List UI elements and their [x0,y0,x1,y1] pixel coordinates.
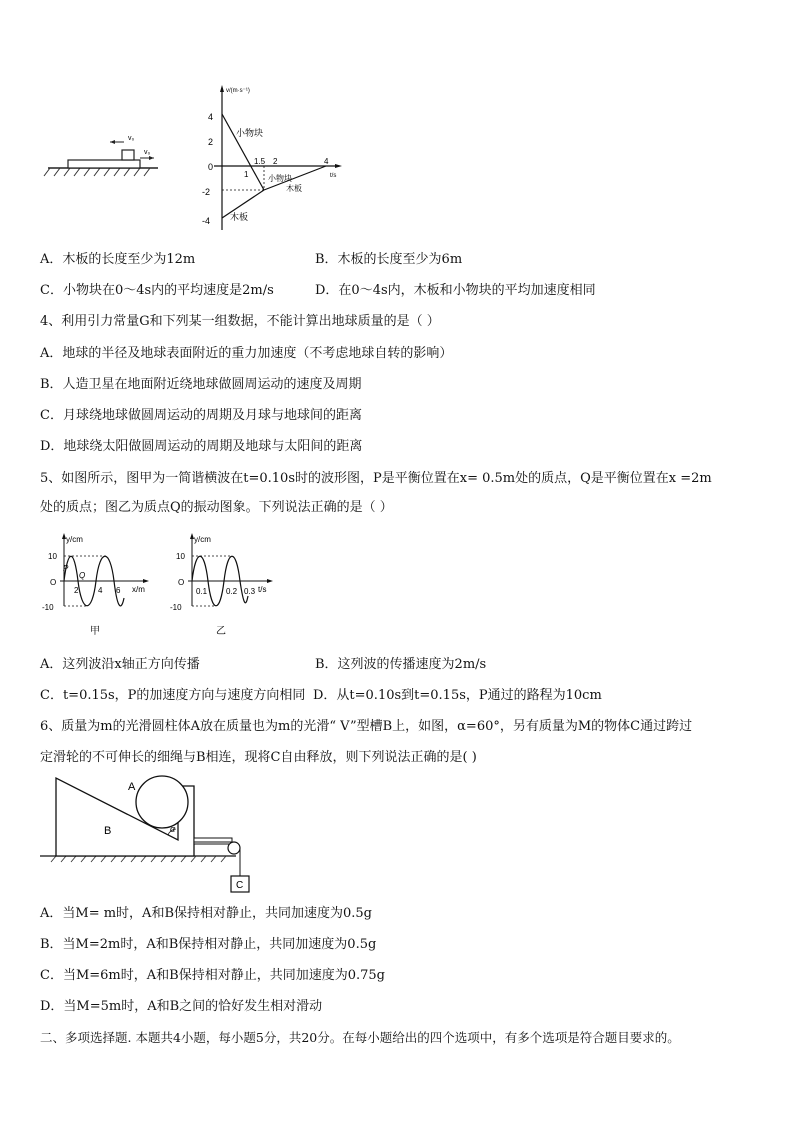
yi-y-label: y/cm [194,535,211,544]
q3-option-c: C．小物块在0～4s内的平均速度是2m/s [40,283,274,298]
q4-option-b: B．人造卫星在地面附近绕地球做圆周运动的速度及周期 [40,377,362,392]
q3-option-b: B．木板的长度至少为6m [315,252,463,267]
q5-option-d: D．从t=0.10s到t=0.15s，P通过的路程为10cm [313,688,602,703]
yi-caption: 乙 [216,626,226,637]
label-b: B [104,825,112,837]
q6-stem-line2: 定滑轮的不可伸长的细绳与B相连，现将C自由释放，则下列说法正确的是( ) [40,750,477,765]
jia-caption: 甲 [90,626,100,637]
cylinder-a [136,776,188,828]
q3-option-a: A．木板的长度至少为12m [40,252,196,267]
jia-x-tick: 2 [74,586,79,595]
jia-y-label: y/cm [66,535,83,544]
block [122,150,134,160]
board [68,160,140,168]
q3-option-d: D．在0～4s内，木板和小物块的平均加速度相同 [315,283,596,298]
q6-option-c: C．当M=6m时，A和B保持相对静止，共同加速度为0.75g [40,968,385,983]
block-line [222,114,264,190]
jia-x-tick: 6 [116,586,121,595]
jia-point-q: Q [79,571,86,580]
v0-right-label: v₀ [144,149,151,156]
vt-x-axis-label: t/s [330,173,337,179]
wave-figure-jia [36,528,156,643]
vt-line-label: 木板 [230,212,249,222]
label-c: C [236,880,244,891]
q4-stem: 4、利用引力常量G和下列某一组数据，不能计算出地球质量的是（ ） [40,314,440,329]
jia-y-tick: 10 [48,552,57,561]
vt-y-tick: 2 [208,137,214,147]
jia-x-tick: 4 [98,586,103,595]
q6-option-b: B．当M=2m时，A和B保持相对静止，共同加速度为0.5g [40,937,377,952]
q5-stem-line2: 处的质点；图乙为质点Q的振动图象。下列说法正确的是（ ） [40,500,393,515]
q4-option-c: C．月球绕地球做圆周运动的周期及月球与地球间的距离 [40,408,362,423]
yi-x-tick: 0.1 [196,587,208,596]
jia-y-tick: -10 [42,603,54,612]
vt-x-tick: 4 [324,157,329,166]
pulley-support [194,838,232,844]
q4-option-d: D．地球绕太阳做圆周运动的周期及地球与太阳间的距离 [40,439,363,454]
vt-line-label: 小物块 [268,174,292,183]
vt-graph [200,80,350,240]
yi-x-tick: 0.3 [244,587,256,596]
q5-option-b: B．这列波的传播速度为2m/s [315,657,487,672]
vt-y-tick: -4 [202,216,211,226]
q6-stem-line1: 6、质量为m的光滑圆柱体A放在质量也为m的光滑“ V”型槽B上，如图，α=60°，另有质量为M的物体C通过跨过 [40,719,693,734]
label-alpha: α [170,824,176,834]
pulley [228,842,240,854]
jia-point-p: P [63,564,69,573]
vt-y-tick: -2 [202,187,211,197]
q5-option-c: C．t=0.15s，P的加速度方向与速度方向相同 [40,688,306,703]
vt-x-tick: 2 [273,157,278,166]
yi-x-tick: 0.2 [226,587,238,596]
q4-option-a: A．地球的半径及地球表面附近的重力加速度（不考虑地球自转的影响） [40,346,453,361]
jia-x-label: x/m [132,585,145,594]
label-a: A [128,781,136,793]
vt-x-tick: 1 [244,170,249,179]
yi-x-label: t/s [258,585,267,594]
vt-y-tick: 4 [208,112,214,122]
v-groove-figure [36,772,266,900]
yi-y-tick: O [178,578,185,587]
yi-y-tick: 10 [176,552,185,561]
vt-y-axis-label: v/(m·s⁻¹) [226,88,250,94]
block-on-board-figure [40,130,170,180]
q6-option-a: A．当M= m时，A和B保持相对静止，共同加速度为0.5g [40,906,372,921]
q5-stem-line1: 5、如图所示，图甲为一简谐横波在t=0.10s时的波形图，P是平衡位置在x= 0.5m处的质点，Q是平衡位置在x =2m [40,471,712,486]
yi-y-tick: -10 [170,603,182,612]
section2-heading: 二、多项选择题. 本题共4小题，每小题5分，共20分。在每小题给出的四个选项中，有多个选项是符合题目要求的。 [40,1030,680,1045]
vt-x-tick: 1.5 [254,157,266,166]
vt-y-tick: 0 [208,162,214,172]
vibration-figure-yi [170,528,280,643]
q5-option-a: A．这列波沿x轴正方向传播 [40,657,200,672]
vt-line-label: 小物块 [236,128,264,138]
vt-line-label: 木板 [286,184,302,193]
q6-option-d: D．当M=5m时，A和B之间的恰好发生相对滑动 [40,999,323,1014]
jia-y-tick: O [50,578,57,587]
v0-left-label: v₀ [128,135,135,142]
